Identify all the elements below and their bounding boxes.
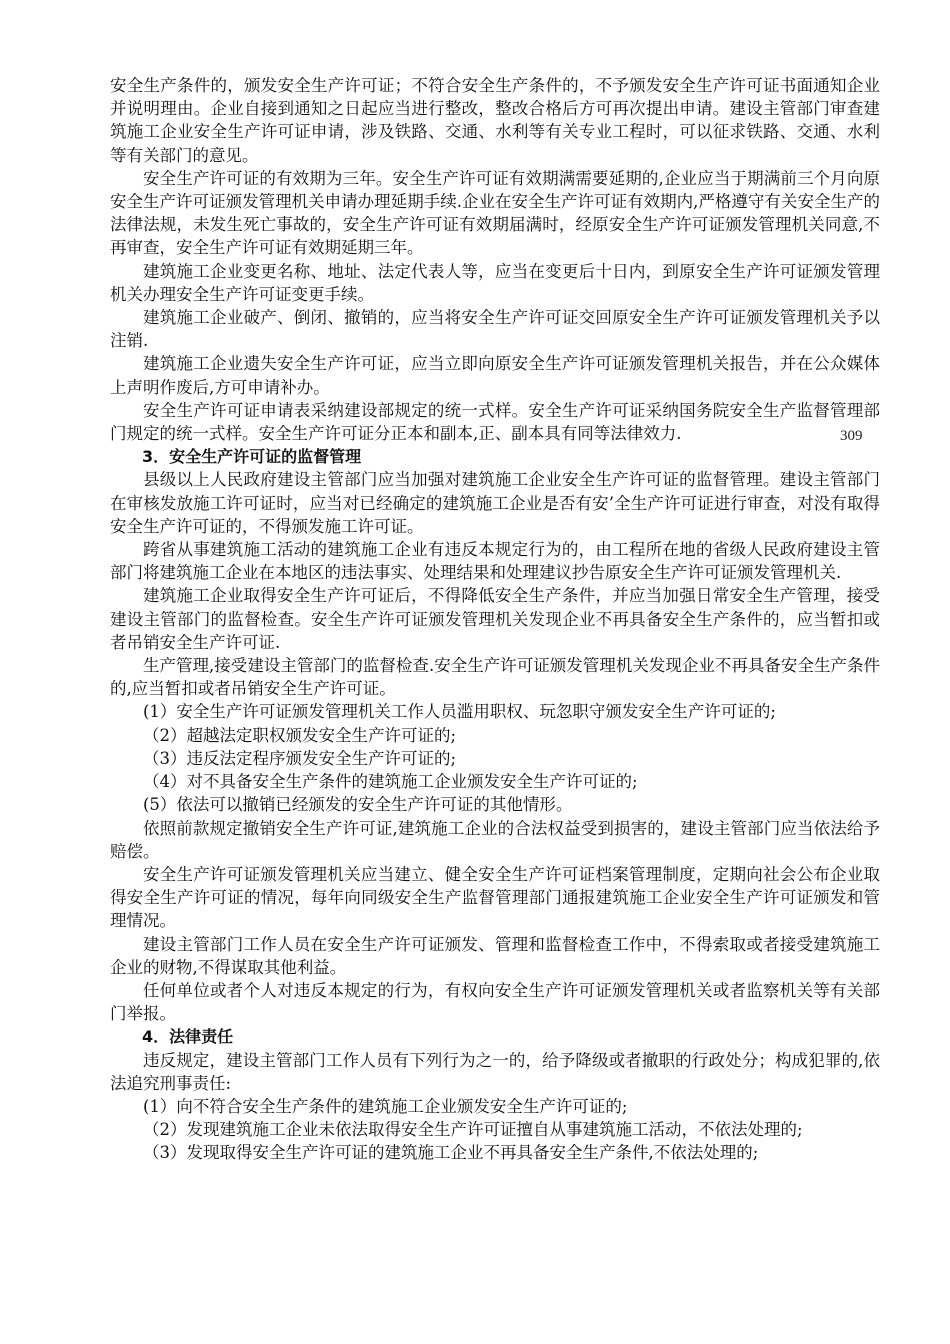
section-heading: 4．法律责任 — [142, 1027, 234, 1047]
paragraph: 安全生产许可证颁发管理机关应当建立、健全安全生产许可证档案管理制度，定期向社会公布企业取得安全生产许可证的情况，每年向同级安全生产监督管理部门通报建筑施工企业安全生产许可证颁发和管理情况。 — [110, 864, 880, 931]
paragraph: 县级以上人民政府建设主管部门应当加强对建筑施工企业安全生产许可证的监督管理。建设主管部门在审核发放施工许可证时，应当对已经确定的建筑施工企业是否有安’全生产许可证进行审查，对没有取得安全生产许可证的，不得颁发施工许可证。 — [110, 470, 880, 536]
paragraph: 跨省从事建筑施工活动的建筑施工企业有违反本规定行为的，由工程所在地的省级人民政府建设主管部门将建筑施工企业在本地区的违法事实、处理结果和处理建议抄告原安全生产许可证颁发管理机关. — [110, 540, 880, 583]
paragraph: 建筑施工企业破产、倒闭、撤销的，应当将安全生产许可证交回原安全生产许可证颁发管理机关予以注销. — [110, 308, 880, 351]
list-item: （3）违反法定程序颁发安全生产许可证的; — [143, 748, 457, 768]
paragraph: 建筑施工企业遗失安全生产许可证，应当立即向原安全生产许可证颁发管理机关报告，并在公众媒体上声明作废后,方可申请补办。 — [110, 354, 880, 397]
list-item: (5）依法可以撤销已经颁发的安全生产许可证的其他情形。 — [143, 795, 573, 815]
page-number: 309 — [840, 428, 863, 444]
paragraph: 违反规定，建设主管部门工作人员有下列行为之一的，给予降级或者撤职的行政处分；构成犯罪的,依法追究刑事责任: — [110, 1050, 880, 1093]
document-body — [110, 74, 880, 1165]
paragraph: 生产管理,接受建设主管部门的监督检查.安全生产许可证颁发管理机关发现企业不再具备安全生产条件的,应当暂扣或者吊销安全生产许可证。 — [110, 656, 880, 699]
list-item: (1）向不符合安全生产条件的建筑施工企业颁发安全生产许可证的; — [143, 1096, 628, 1116]
list-item: （4）对不具备安全生产条件的建筑施工企业颁发安全生产许可证的; — [143, 772, 638, 792]
paragraph: 建设主管部门工作人员在安全生产许可证颁发、管理和监督检查工作中，不得索取或者接受建筑施工企业的财物,不得谋取其他利益。 — [110, 934, 880, 977]
paragraph: 安全生产条件的，颁发安全生产许可证；不符合安全生产条件的，不予颁发安全生产许可证书面通知企业并说明理由。企业自接到通知之日起应当进行整改，整改合格后方可再次提出申请。建设主管部门审查建筑施工企业安全生产许可证申请，涉及铁路、交通、水利等有关专业工程时，可以征求铁路、交通、水利等有关部门的意见。 — [110, 76, 880, 165]
section-heading: 3．安全生产许可证的监督管理 — [142, 447, 362, 467]
paragraph: 安全生产许可证的有效期为三年。安全生产许可证有效期满需要延期的,企业应当于期满前三个月向原安全生产许可证颁发管理机关申请办理延期手续.企业在安全生产许可证有效期内,严格遵守有关安全生产的法律法规，未发生死亡事故的，安全生产许可证有效期届满时，经原安全生产许可证颁发管理机关同意,不再审查，安全生产许可证有效期延期三年。 — [110, 168, 880, 258]
list-item: （3）发现取得安全生产许可证的建筑施工企业不再具备安全生产条件,不依法处理的; — [143, 1143, 759, 1163]
paragraph: 依照前款规定撤销安全生产许可证,建筑施工企业的合法权益受到损害的，建设主管部门应当依法给予赔偿。 — [110, 818, 880, 861]
list-item: (1）安全生产许可证颁发管理机关工作人员滥用职权、玩忽职守颁发安全生产许可证的; — [143, 702, 776, 722]
paragraph: 建筑施工企业取得安全生产许可证后，不得降低安全生产条件，并应当加强日常安全生产管理，接受建设主管部门的监督检查。安全生产许可证颁发管理机关发现企业不再具备安全生产条件的，应当暂扣或者吊销安全生产许可证. — [110, 586, 880, 652]
list-item: （2）发现建筑施工企业未依法取得安全生产许可证擅自从事建筑施工活动，不依法处理的; — [143, 1120, 803, 1140]
paragraph: 任何单位或者个人对违反本规定的行为，有权向安全生产许可证颁发管理机关或者监察机关等有关部门举报。 — [110, 980, 880, 1024]
paragraph: 建筑施工企业变更名称、地址、法定代表人等，应当在变更后十日内，到原安全生产许可证颁发管理机关办理安全生产许可证变更手续。 — [110, 261, 880, 304]
paragraph: 安全生产许可证申请表采纳建设部规定的统一式样。安全生产许可证采纳国务院安全生产监督管理部门规定的统一式样。安全生产许可证分正本和副本,正、副本具有同等法律效力. — [110, 400, 880, 444]
list-item: （2）超越法定职权颁发安全生产许可证的; — [143, 725, 457, 745]
